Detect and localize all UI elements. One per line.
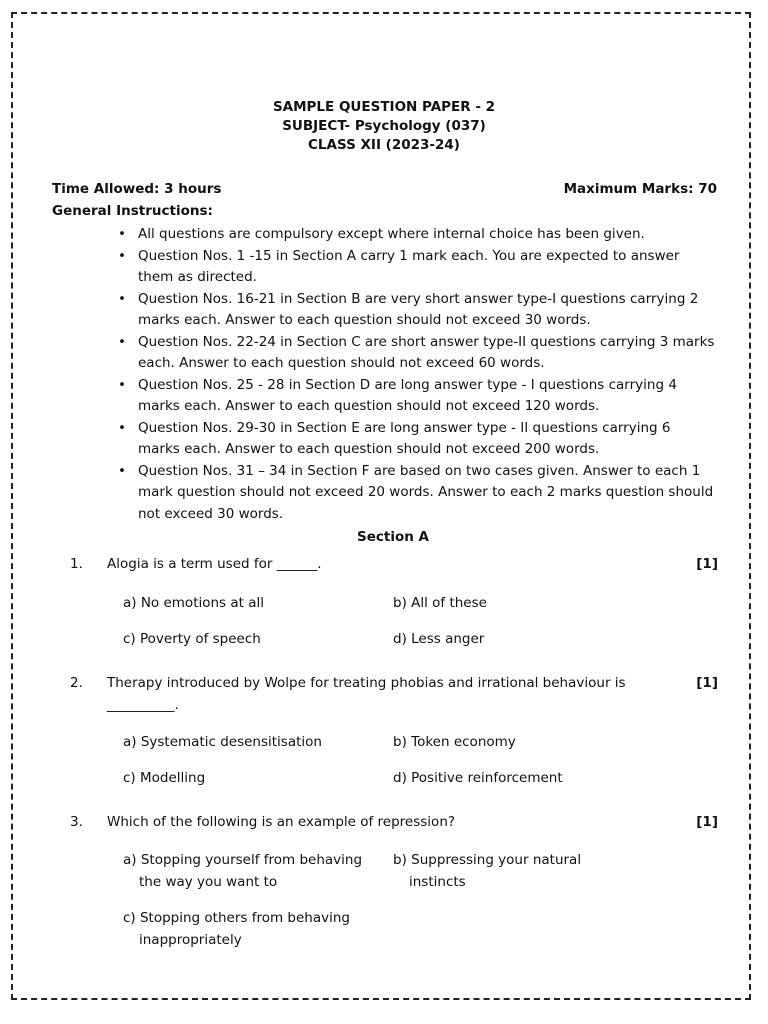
option-a: a) Stopping yourself from behaving the way you want to (123, 852, 363, 890)
option-b: b) Suppressing your natural instincts (393, 852, 582, 890)
paper-header (0, 98, 768, 155)
paper-title: SAMPLE QUESTION PAPER - 2 (272, 99, 496, 115)
maximum-marks: Maximum Marks: 70 (563, 181, 717, 197)
option-b: b) Token economy (393, 734, 516, 750)
paper-class: CLASS XII (2023-24) (308, 137, 460, 153)
question-2 (70, 673, 718, 717)
time-allowed: Time Allowed: 3 hours (52, 181, 222, 197)
option-b: b) All of these (393, 595, 487, 611)
question-text: Which of the following is an example of repression? (107, 814, 456, 830)
question-number: 2. (70, 675, 83, 691)
option-a: a) Systematic desensitisation (123, 734, 322, 750)
instruction-item: • Question Nos. 1 -15 in Section A carry 1 mark each. You are expected to answer them as directed. (116, 246, 716, 289)
question-marks: [1] (696, 556, 718, 572)
question-number: 1. (70, 556, 83, 572)
question-text: Therapy introduced by Wolpe for treating phobias and irrational behaviour is __________. (107, 675, 626, 713)
question-marks: [1] (696, 675, 718, 691)
paper-subject: SUBJECT- Psychology (037) (282, 118, 486, 134)
instruction-item: • Question Nos. 22-24 in Section C are short answer type-II questions carrying 3 marks each. Answer to each question should not exceed 60 words. (116, 332, 716, 375)
option-c: c) Poverty of speech (123, 631, 261, 647)
instruction-item: • Question Nos. 29-30 in Section E are long answer type - II questions carrying 6 marks each. Answer to each question should not exceed 200 words. (116, 418, 716, 461)
question-text: Alogia is a term used for ______. (107, 556, 322, 572)
instruction-item: • Question Nos. 16-21 in Section B are very short answer type-I questions carrying 2 marks each. Answer to each question should not exceed 30 words. (116, 289, 716, 332)
general-instructions-heading: General Instructions: (52, 203, 213, 219)
section-a-title: Section A (357, 529, 429, 545)
option-c: c) Modelling (123, 770, 206, 786)
question-3 (70, 812, 718, 834)
question-marks: [1] (696, 814, 718, 830)
option-d: d) Positive reinforcement (393, 770, 563, 786)
question-1 (70, 554, 718, 576)
instructions-list (116, 224, 716, 525)
question-number: 3. (70, 814, 83, 830)
exam-meta (52, 178, 717, 222)
instruction-item: • All questions are compulsory except where internal choice has been given. (116, 224, 716, 246)
option-d: d) Less anger (393, 631, 485, 647)
option-a: a) No emotions at all (123, 595, 265, 611)
instruction-item: • Question Nos. 31 – 34 in Section F are based on two cases given. Answer to each 1 mark question should not exceed 20 words. Answer to each 2 marks question should not exceed 30 words. (116, 461, 716, 526)
instruction-item: • Question Nos. 25 - 28 in Section D are long answer type - I questions carrying 4 marks each. Answer to each question should not exceed 120 words. (116, 375, 716, 418)
option-c: c) Stopping others from behaving inappropriately (123, 910, 350, 948)
